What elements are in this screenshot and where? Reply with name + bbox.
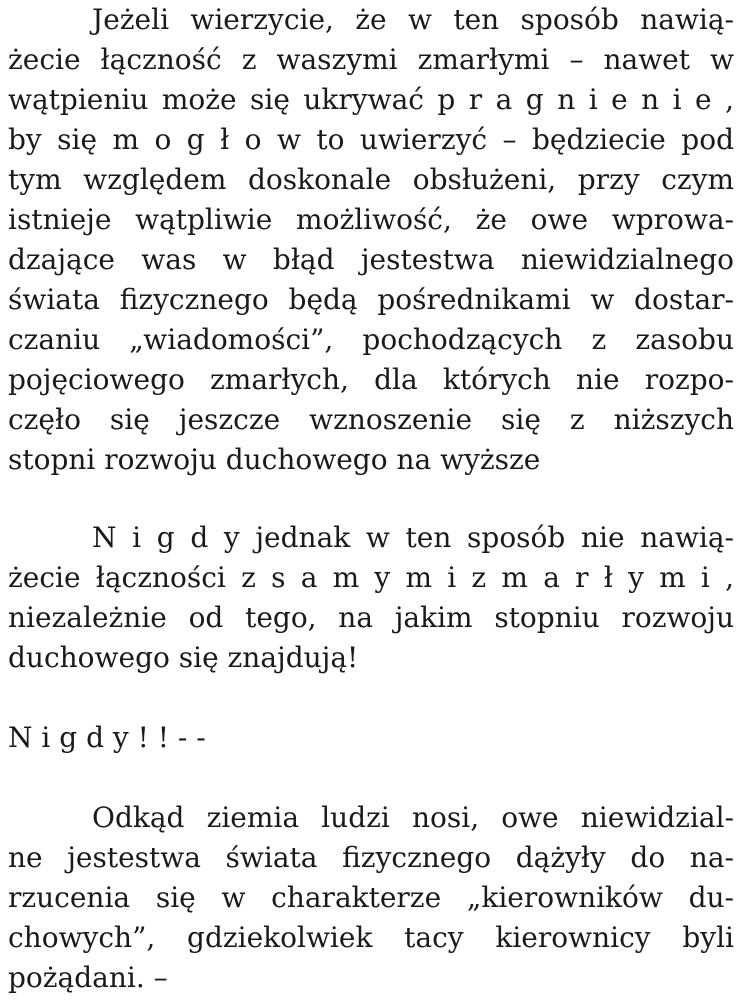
text-line: chowych”, gdziekolwiek tacy kierownicy byli: [8, 921, 734, 954]
text-line: tym względem doskonale obsłużeni, przy czym: [8, 163, 734, 196]
text-line: rzucenia się w charakterze „kierowników du-: [8, 881, 734, 914]
text-line: pożądani. –: [8, 961, 168, 994]
text-line: istnieje wątpliwie możliwość, że owe wprowa-: [8, 203, 734, 236]
text-line: świata fizycznego będą pośrednikami w dostar-: [8, 283, 734, 316]
text-line: czaniu „wiadomości”, pochodzących z zasobu: [8, 323, 734, 356]
text-line: Odkąd ziemia ludzi nosi, owe niewidzial-: [92, 801, 734, 834]
text-line: pojęciowego zmarłych, dla których nie rozpo-: [8, 363, 734, 396]
text-line: by się m o g ł o w to uwierzyć – będziecie pod: [8, 123, 734, 156]
text-line: żecie łączność z waszymi zmarłymi – nawet w: [8, 43, 734, 76]
text-line: N i g d y ! ! - -: [8, 721, 206, 754]
text-line: dzające was w błąd jestestwa niewidzialnego: [8, 243, 734, 276]
text-line: żecie łączności z s a m y m i z m a r ł y m i ,: [8, 561, 734, 594]
text-line: częło się jeszcze wznoszenie się z niższych: [8, 403, 734, 436]
text-line: ne jestestwa świata fizycznego dążyły do na-: [8, 841, 734, 874]
text-line: stopni rozwoju duchowego na wyższe: [8, 443, 541, 476]
text-line: wątpieniu może się ukrywać p r a g n i e n i e ,: [8, 83, 734, 116]
text-line: duchowego się znajdują!: [8, 641, 359, 674]
text-line: niezależnie od tego, na jakim stopniu rozwoju: [8, 601, 734, 634]
text-line: N i g d y jednak w ten sposób nie nawią-: [92, 521, 734, 554]
text-line: Jeżeli wierzycie, że w ten sposób nawią-: [92, 3, 734, 36]
